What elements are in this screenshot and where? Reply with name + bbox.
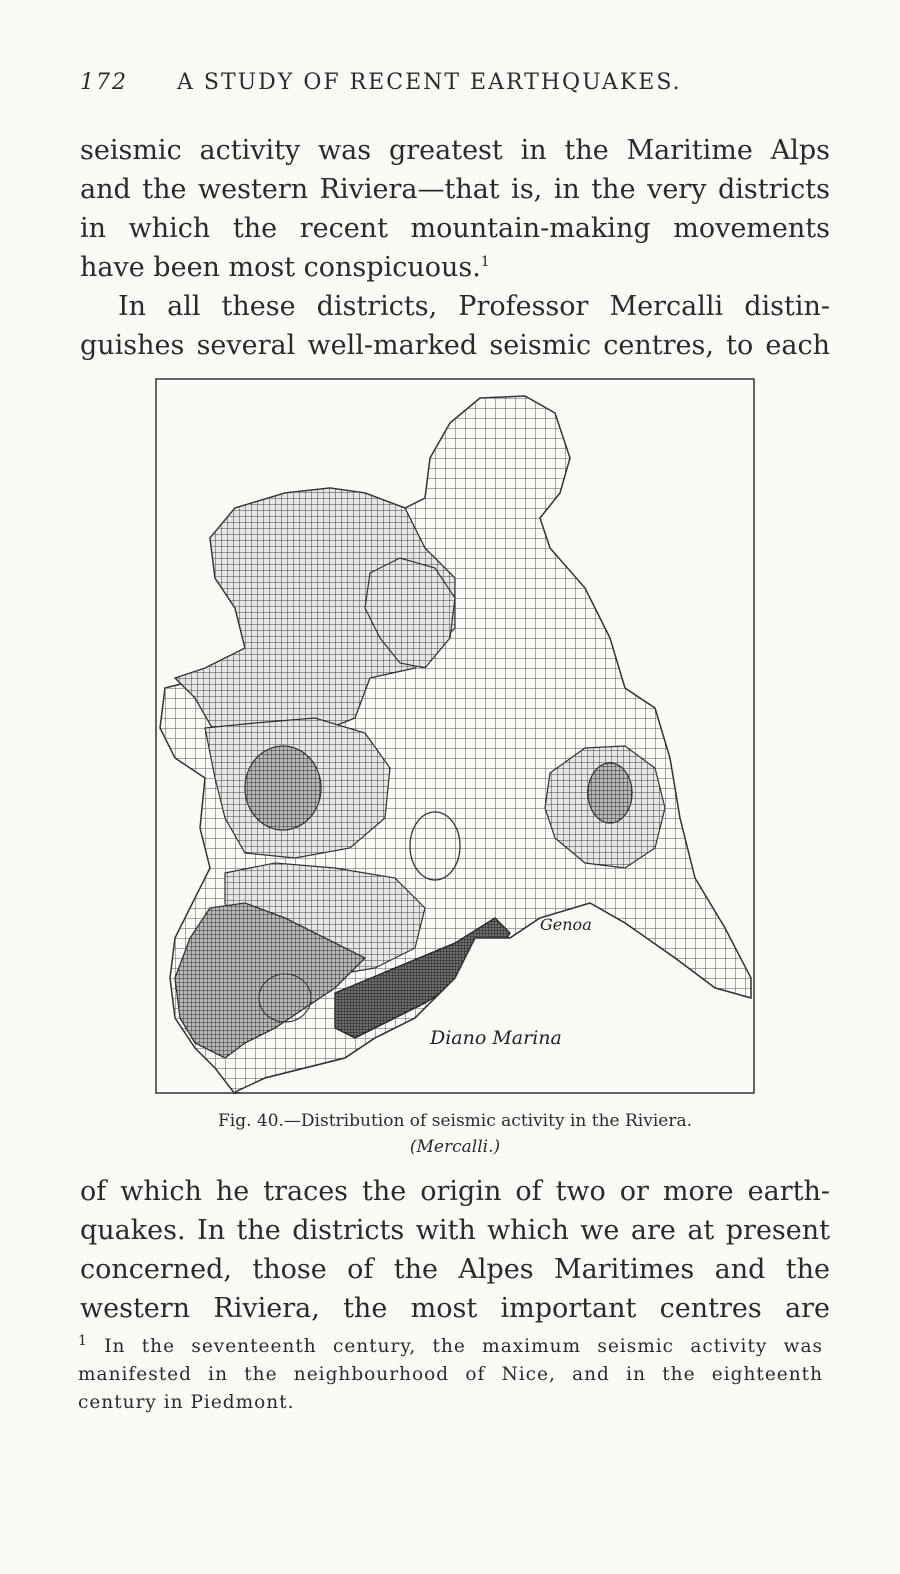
footnote-line-content: In the seventeenth century, the maximum seismic activity was [104,1336,823,1357]
page-number: 172 [80,70,128,95]
footnote [78,1333,823,1417]
footnote-reference[interactable]: 1 [480,254,490,270]
seismic-centre [588,763,632,823]
text-line: in which the recent mountain-making movements [80,213,830,244]
running-header [80,70,840,95]
footnote-line: century in Piedmont. [78,1392,295,1413]
text-line: of which he traces the origin of two or more earth- [80,1176,830,1207]
text-line: guishes several well-marked seismic centres, to each [80,330,830,361]
text-line-content: have been most conspicuous. [80,252,481,283]
text-line: quakes. In the districts with which we are at present [80,1215,830,1246]
text-line [80,248,830,287]
text-line: concerned, those of the Alpes Maritimes and the [80,1254,830,1285]
seismic-map-figure [155,378,755,1094]
figure-caption [155,1108,755,1160]
text-line: seismic activity was greatest in the Maritime Alps [80,135,830,166]
map-label-genoa: Genoa [540,915,592,934]
footnote-marker: 1 [78,1332,88,1349]
text-line: western Riviera, the most important centres are [80,1293,830,1324]
footnote-line: manifested in the neighbourhood of Nice, and in the eighteenth [78,1364,823,1385]
running-title: A STUDY OF RECENT EARTHQUAKES. [177,70,682,95]
seismic-centre [245,746,321,830]
footnote-line [78,1333,823,1361]
caption-text: Fig. 40.—Distribution of seismic activity in the Riviera. [217,1111,693,1131]
text-line: In all these districts, Professor Mercalli distin- [118,291,830,322]
paragraph-top [80,131,830,365]
map-label-diano-marina: Diano Marina [430,1027,562,1049]
caption-source: (Mercalli.) [409,1137,501,1157]
paragraph-bottom [80,1172,830,1328]
text-line: and the western Riviera—that is, in the very districts [80,174,830,205]
seismic-map [155,378,755,1094]
